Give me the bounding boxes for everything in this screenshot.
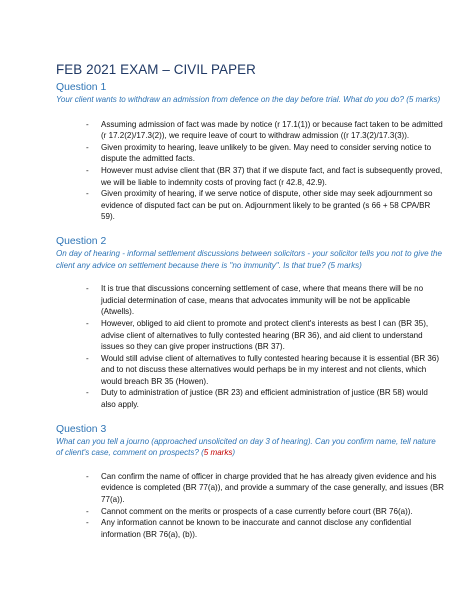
question-3-prompt (56, 436, 444, 459)
question-1-marks: 5 marks (408, 95, 438, 104)
bullet-dash: - (86, 189, 89, 199)
answer-item (86, 353, 444, 388)
question-2-heading: Question 2 (56, 235, 107, 247)
question-2-marks: 5 marks (330, 260, 360, 270)
question-2-answers (56, 283, 444, 411)
answer-item (86, 142, 444, 165)
answer-item (86, 387, 444, 410)
answer-text: Given proximity to hearing, leave unlikely to be given. May need to consider serving notice to dispute the admitted facts. (101, 142, 432, 164)
answer-item (86, 283, 444, 318)
answer-item (86, 517, 444, 540)
bullet-dash: - (86, 506, 89, 516)
bullet-dash: - (86, 518, 89, 528)
question-2-prompt (56, 248, 444, 271)
question-3-answers (56, 471, 444, 541)
bullet-dash: - (86, 471, 89, 481)
question-3-prompt-close: ) (232, 448, 236, 458)
question-3-marks: 5 marks (203, 448, 233, 458)
answer-item (86, 188, 444, 223)
answer-text: It is true that discussions concerning settlement of case, where that means there will be no judicial determination of case, means that advocates immunity will be not be applicable (Atwells). (101, 284, 424, 317)
answer-text: However must advise client that (BR 37) that if we dispute fact, and fact is subsequently proved, we will be liable to indemnity costs of proving fact (r 42.8, 42.9). (101, 165, 443, 187)
answer-text: Any information cannot be known to be inaccurate and cannot disclose any confidential information (BR 76(a), (b)). (101, 518, 412, 539)
bullet-dash: - (86, 165, 89, 175)
question-1-prompt-text: Your client wants to withdraw an admission from defence on the day before trial. What do you do? ( (56, 95, 409, 104)
question-2-prompt-text: On day of hearing - informal settlement discussions between solicitors - your solicitor tells you not to give the client any advice on settlement because there is "no immunity". Is that true? ( (56, 248, 442, 270)
question-1-prompt (56, 94, 444, 106)
bullet-dash: - (86, 353, 89, 363)
bullet-dash: - (86, 119, 89, 129)
answer-text: Assuming admission of fact was made by notice (r 17.1(1)) or because fact taken to be admitted (r 17.2(2)/17.3(2)), we require leave of court to withdraw admission ((r 17.3(2)/17.3(3)). (101, 119, 443, 141)
question-2-prompt-close: ) (359, 260, 362, 270)
question-3-heading: Question 3 (56, 423, 107, 435)
answer-item (86, 506, 444, 518)
answer-item (86, 318, 444, 353)
answer-text: Can confirm the name of officer in charge provided that he has already given evidence and his evidence is completed (BR 77(a)), and provide a summary of the case generally, and issues (BR 77(a)). (101, 471, 444, 505)
bullet-dash: - (86, 388, 89, 398)
question-1-section (56, 82, 444, 223)
question-1-prompt-close: ) (437, 95, 441, 104)
page-title: FEB 2021 EXAM – CIVIL PAPER (56, 62, 256, 77)
answer-text: However, obliged to aid client to promote and protect client's interests as best I can (BR 35), advise client of alternatives to fully contested hearing (BR 36), and aid client to understand issues so they can give proper instructions (BR 37). (101, 318, 429, 352)
answer-text: Given proximity of hearing, if we serve notice of dispute, other side may seek adjournment so evidence of disputed fact can be put on. Adjournment likely to be granted (s 66 + 58 CPA/BR 59). (101, 189, 433, 222)
answer-text: Duty to administration of justice (BR 23) and efficient administration of justice (BR 58) would also apply. (101, 388, 428, 410)
answer-item (86, 165, 444, 188)
question-2-section (56, 236, 444, 411)
question-3-prompt-text: What can you tell a journo (approached unsolicited on day 3 of hearing). Can you confirm name, tell nature of client's case, comment on prospects? ( (56, 436, 436, 458)
bullet-dash: - (86, 142, 89, 152)
bullet-dash: - (86, 318, 89, 328)
question-1-answers (56, 119, 444, 223)
answer-text: Cannot comment on the merits or prospects of a case currently before court (BR 76(a)). (101, 506, 413, 516)
answer-item (86, 471, 444, 506)
answer-item (86, 119, 444, 142)
question-1-heading: Question 1 (56, 82, 107, 93)
question-3-section (56, 424, 444, 541)
bullet-dash: - (86, 284, 89, 294)
answer-text: Would still advise client of alternatives to fully contested hearing because it is essential (BR 36) and to not discuss these alternatives would perhaps be in my interest and not clients, which would breach BR 35 (Howen). (101, 353, 439, 386)
